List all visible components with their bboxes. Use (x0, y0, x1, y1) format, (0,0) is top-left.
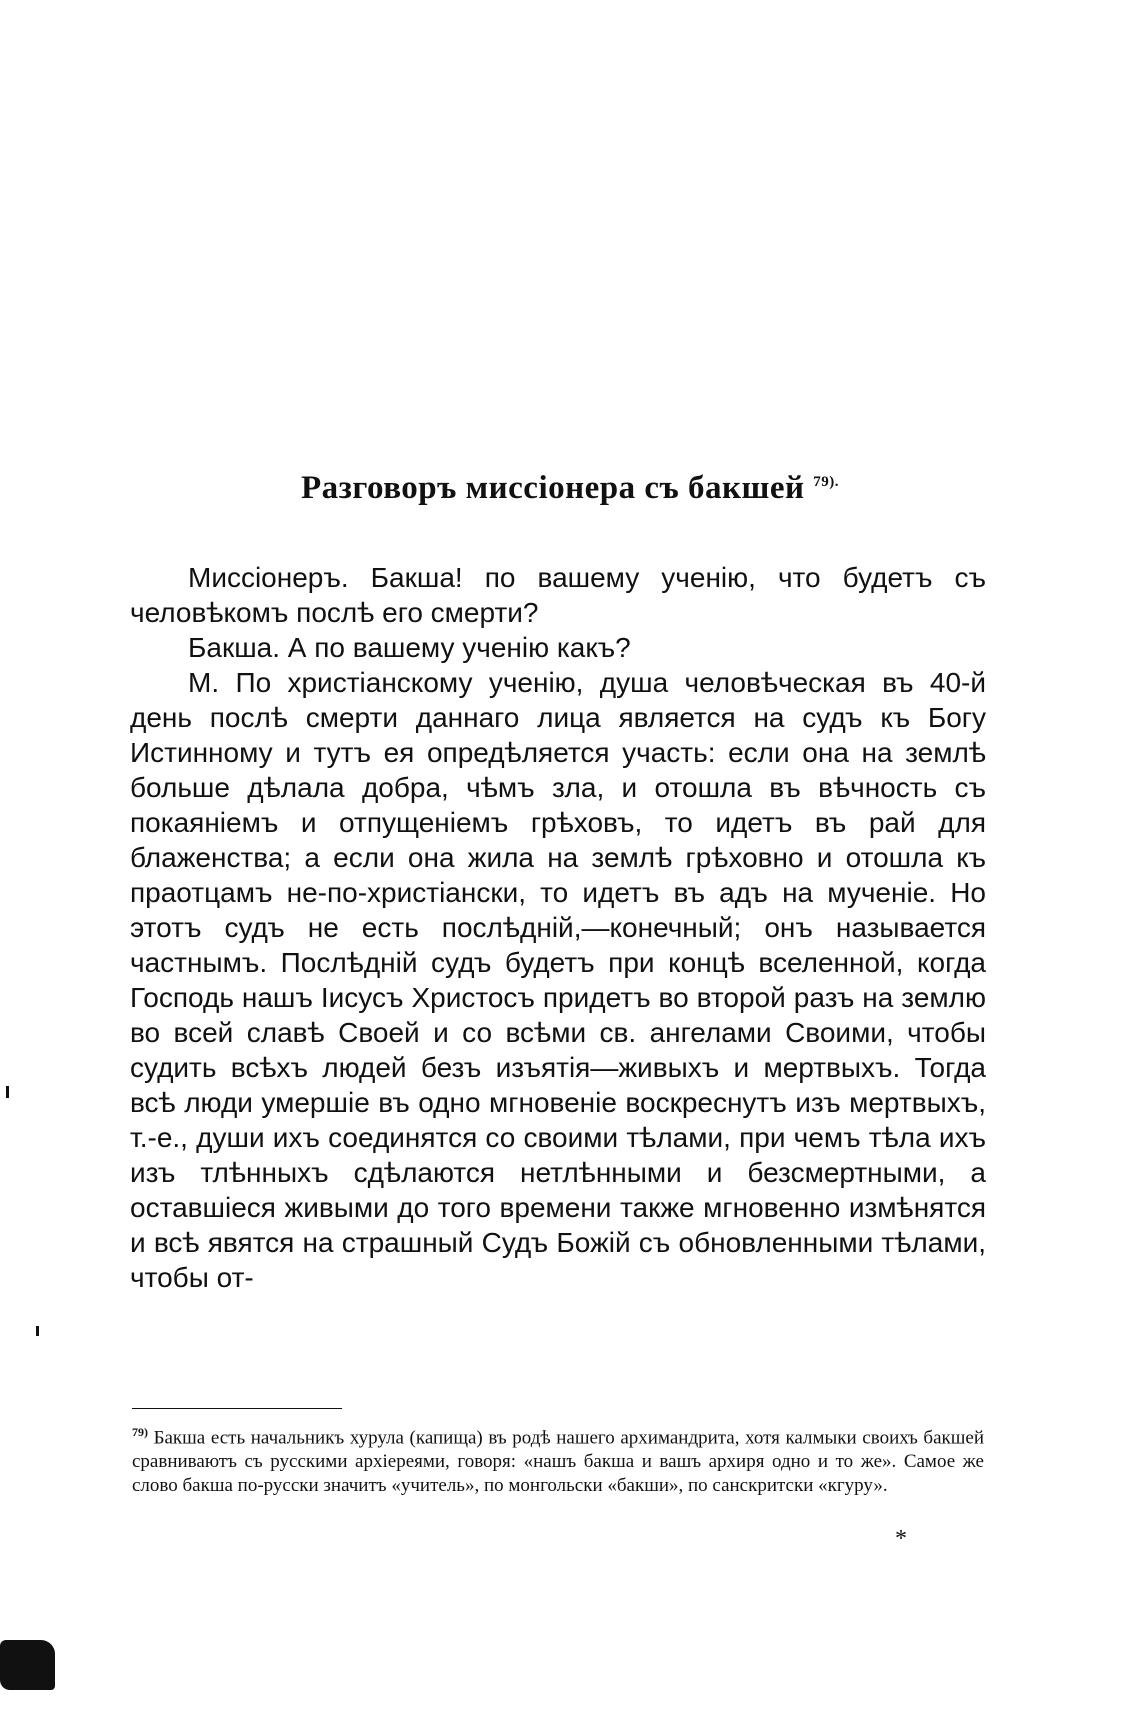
paragraph: М. По христіанскому ученію, душа человѣческая въ 40-й день послѣ смерти даннаго лица является на судъ къ Богу Истинному и тутъ ея опредѣляется участь: если она на землѣ больше дѣлала добра, чѣмъ зла, и отошла въ вѣчность съ покаяніемъ и отпущеніемъ грѣховъ, то идетъ въ рай для блаженства; а если она жила на землѣ грѣховно и отошла къ праотцамъ не-по-христіански, то идетъ въ адъ на мученіе. Но этотъ судъ не есть послѣдній,—конечный; онъ называется частнымъ. Послѣдній судъ будетъ при концѣ вселенной, когда Господь нашъ Іисусъ Христосъ придетъ во второй разъ на землю во всей славѣ Своей и со всѣми св. ангелами Своими, чтобы судить всѣхъ людей безъ изъятія—живыхъ и мертвыхъ. Тогда всѣ люди умершіе въ одно мгновеніе воскреснутъ изъ мертвыхъ, т.-е., души ихъ соединятся со своими тѣлами, при чемъ тѣла ихъ изъ тлѣнныхъ сдѣлаются нетлѣнными и безсмертными, а оставшіеся живыми до того времени также мгновенно измѣнятся и всѣ явятся на страшный Судъ Божій съ обновленными тѣлами, чтобы от- (130, 667, 986, 1293)
scan-artifact (6, 1086, 9, 1098)
footnote-divider (132, 1408, 342, 1409)
footnote (132, 1420, 984, 1498)
scan-artifact (36, 1326, 39, 1336)
paragraph: Миссіонеръ. Бакша! по вашему ученію, что будетъ съ человѣкомъ послѣ его смерти? (130, 562, 986, 628)
page-title (120, 470, 1020, 507)
paragraph: Бакша. А по вашему ученію какъ? (188, 632, 631, 663)
footnote-text: Бакша есть начальникъ хурула (капища) въ родѣ нашего архимандрита, хотя калмыки своихъ бакшей сравниваютъ съ русскими архіереями, говоря: «нашъ бакша и вашъ архиря одно и то же». Самое же слово бакша по-русски значитъ «учитель», по монгольски «бакши», по санскритски «кгуру». (132, 1427, 984, 1497)
title-footnote-marker: 79). (813, 474, 840, 490)
body-text (130, 560, 986, 1295)
title-text: Разговоръ миссіонера съ бакшей (300, 470, 805, 506)
footnote-marker: 79) (132, 1425, 148, 1439)
signature-star: * (895, 1526, 907, 1552)
scan-artifact (0, 1640, 55, 1690)
